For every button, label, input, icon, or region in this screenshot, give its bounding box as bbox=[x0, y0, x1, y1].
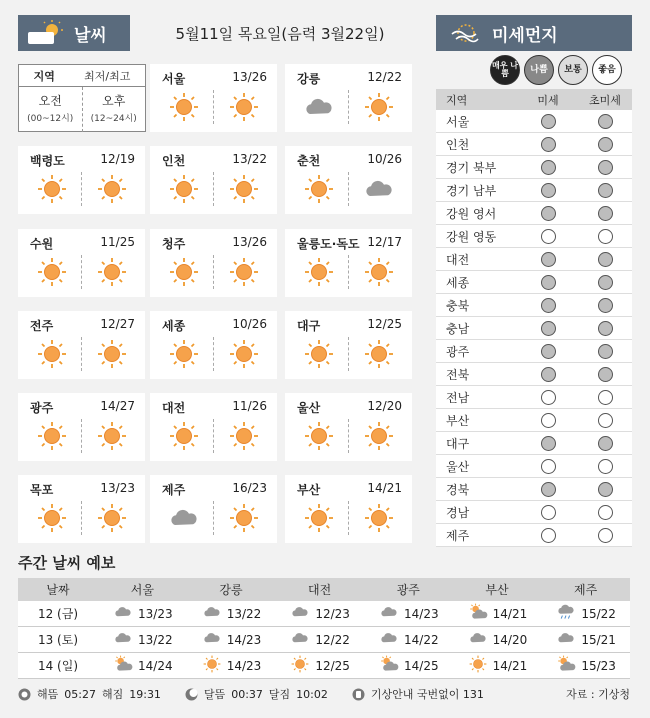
pm25-level-dot bbox=[598, 482, 613, 497]
pm25-level-dot bbox=[598, 436, 613, 451]
rain-icon bbox=[555, 603, 577, 624]
moonset-time: 10:02 bbox=[296, 687, 328, 701]
cloud-icon bbox=[467, 629, 489, 650]
weekly-header-cell: 날짜 bbox=[46, 583, 70, 597]
pm10-level-dot bbox=[541, 390, 556, 405]
weekly-cell bbox=[453, 629, 542, 650]
phone-icon bbox=[352, 688, 365, 701]
city-temp: 12/25 bbox=[367, 317, 402, 331]
city-name: 서울 bbox=[162, 72, 186, 86]
sun-icon bbox=[36, 257, 68, 287]
dust-region: 전북 bbox=[446, 367, 470, 382]
weekly-row bbox=[18, 653, 630, 679]
cloud-icon bbox=[378, 603, 400, 624]
city-temp: 14/21 bbox=[367, 481, 402, 495]
sun-icon bbox=[303, 257, 335, 287]
city-name: 인천 bbox=[162, 154, 186, 168]
legend-minmax: 최저/최고 bbox=[84, 69, 131, 83]
footer: 해뜸 05:27 해짐 19:31 달뜸 00:37 달짐 10:02 기상안내 국번없이 131 자료 : 기상청 bbox=[18, 683, 630, 705]
dust-row bbox=[436, 340, 632, 363]
city-temp: 13/22 bbox=[232, 152, 267, 166]
dust-region: 경기 남부 bbox=[446, 183, 497, 198]
dust-region: 광주 bbox=[446, 344, 470, 359]
weekly-cell bbox=[187, 655, 276, 676]
sunrise-icon bbox=[18, 688, 31, 701]
dust-region: 충남 bbox=[446, 321, 470, 336]
cloud-icon bbox=[168, 503, 200, 533]
city-card bbox=[285, 311, 412, 379]
dust-region: 부산 bbox=[446, 413, 470, 428]
sun-icon bbox=[363, 503, 395, 533]
weekly-table bbox=[18, 578, 630, 679]
weekly-row bbox=[18, 601, 630, 627]
dust-region: 대구 bbox=[446, 436, 470, 451]
legend-am: 오전 (00~12시) bbox=[19, 87, 83, 132]
weekly-temp: 13/23 bbox=[138, 606, 173, 621]
sun-icon bbox=[168, 92, 200, 122]
pm10-level-dot bbox=[541, 344, 556, 359]
city-name: 광주 bbox=[30, 401, 54, 415]
cloud-icon bbox=[201, 603, 223, 624]
pm10-level-dot bbox=[541, 528, 556, 543]
dust-row bbox=[436, 110, 632, 133]
pm10-level-dot bbox=[541, 321, 556, 336]
sun-icon bbox=[96, 339, 128, 369]
dust-region: 경북 bbox=[446, 482, 470, 497]
pm25-level-dot bbox=[598, 160, 613, 175]
weekly-day: 14 (일) bbox=[37, 659, 79, 673]
dust-level-good: 좋음 bbox=[592, 55, 622, 85]
suncloud-icon bbox=[378, 655, 400, 676]
dust-row bbox=[436, 133, 632, 156]
city-temp: 16/23 bbox=[232, 481, 267, 495]
city-temp: 13/26 bbox=[232, 235, 267, 249]
dust-row bbox=[436, 363, 632, 386]
pm25-level-dot bbox=[598, 137, 613, 152]
pm10-level-dot bbox=[541, 505, 556, 520]
sun-icon bbox=[96, 421, 128, 451]
source-label: 자료 : 기상청 bbox=[566, 688, 630, 701]
weekly-temp: 14/23 bbox=[404, 606, 439, 621]
sun-icon bbox=[168, 174, 200, 204]
city-name: 제주 bbox=[162, 483, 186, 497]
dust-row bbox=[436, 409, 632, 432]
dust-legend bbox=[490, 55, 622, 85]
weekly-cell bbox=[364, 603, 453, 624]
weekly-temp: 14/22 bbox=[404, 632, 439, 647]
pm25-level-dot bbox=[598, 206, 613, 221]
weekly-cell bbox=[453, 655, 542, 676]
cloud-icon bbox=[289, 629, 311, 650]
sun-cloud-icon bbox=[26, 20, 66, 46]
weekly-header-cell: 강릉 bbox=[219, 583, 243, 597]
city-card bbox=[18, 311, 145, 379]
city-card bbox=[150, 311, 277, 379]
city-card bbox=[150, 146, 277, 214]
dust-level-very-bad: 매우 나쁨 bbox=[490, 55, 520, 85]
sun-icon bbox=[363, 339, 395, 369]
dust-row bbox=[436, 386, 632, 409]
city-name: 울릉도·독도 bbox=[297, 237, 360, 251]
sun-icon bbox=[201, 655, 223, 676]
weekly-cell bbox=[187, 603, 276, 624]
dust-header bbox=[436, 15, 632, 51]
dust-row bbox=[436, 248, 632, 271]
dust-region: 울산 bbox=[446, 459, 470, 474]
city-name: 울산 bbox=[297, 401, 321, 415]
dust-icon bbox=[450, 22, 482, 44]
city-card bbox=[18, 146, 145, 214]
city-temp: 12/17 bbox=[367, 235, 402, 249]
weekly-temp: 15/22 bbox=[581, 606, 616, 621]
sun-icon bbox=[289, 655, 311, 676]
city-temp: 10/26 bbox=[367, 152, 402, 166]
weekly-temp: 14/21 bbox=[492, 606, 528, 621]
city-card bbox=[150, 393, 277, 461]
dust-region: 전남 bbox=[446, 390, 470, 405]
city-card bbox=[150, 475, 277, 543]
city-temp: 13/26 bbox=[232, 70, 267, 84]
weekly-header-cell: 제주 bbox=[574, 583, 598, 597]
sun-icon bbox=[228, 339, 260, 369]
sunrise-time: 05:27 bbox=[64, 687, 96, 701]
dust-row bbox=[436, 156, 632, 179]
city-name: 강릉 bbox=[297, 72, 321, 86]
city-card bbox=[18, 475, 145, 543]
city-name: 부산 bbox=[297, 483, 321, 497]
cloud-icon bbox=[363, 174, 395, 204]
legend-region: 지역 bbox=[33, 69, 55, 83]
dust-row bbox=[436, 317, 632, 340]
sun-icon bbox=[363, 257, 395, 287]
weekly-temp: 15/21 bbox=[581, 632, 616, 647]
sun-icon bbox=[363, 92, 395, 122]
weekly-temp: 13/22 bbox=[138, 632, 173, 647]
dust-region: 강원 영동 bbox=[446, 229, 497, 244]
pm25-level-dot bbox=[598, 114, 613, 129]
pm25-level-dot bbox=[598, 344, 613, 359]
city-temp: 10/26 bbox=[232, 317, 267, 331]
weekly-cell bbox=[187, 629, 276, 650]
pm25-level-dot bbox=[598, 252, 613, 267]
city-name: 청주 bbox=[162, 237, 186, 251]
city-card bbox=[150, 64, 277, 132]
weekly-title: 주간 날씨 예보 bbox=[18, 554, 116, 572]
city-temp: 14/27 bbox=[100, 399, 135, 413]
dust-region: 인천 bbox=[446, 137, 470, 152]
sun-icon bbox=[303, 174, 335, 204]
dust-region: 경남 bbox=[446, 505, 470, 520]
dust-level-normal: 보통 bbox=[558, 55, 588, 85]
weekly-cell bbox=[541, 603, 630, 624]
moonrise-time: 00:37 bbox=[231, 687, 263, 701]
pm25-level-dot bbox=[598, 229, 613, 244]
city-card bbox=[285, 475, 412, 543]
city-temp: 12/22 bbox=[367, 70, 402, 84]
dust-title: 미세먼지 bbox=[492, 25, 558, 46]
sun-icon bbox=[467, 655, 489, 676]
pm25-level-dot bbox=[598, 505, 613, 520]
pm10-level-dot bbox=[541, 459, 556, 474]
cloud-icon bbox=[289, 603, 311, 624]
dust-region: 충북 bbox=[446, 298, 470, 313]
sun-icon bbox=[96, 257, 128, 287]
dust-table-header: 지역 미세 초미세 bbox=[436, 89, 632, 110]
city-name: 수원 bbox=[30, 237, 54, 251]
weekly-temp: 13/22 bbox=[226, 606, 262, 621]
sunset-time: 19:31 bbox=[129, 687, 161, 701]
weekly-header-cell: 서울 bbox=[130, 583, 154, 597]
pm10-level-dot bbox=[541, 275, 556, 290]
city-temp: 11/26 bbox=[232, 399, 267, 413]
city-temp: 11/25 bbox=[100, 235, 135, 249]
weather-header bbox=[18, 15, 130, 51]
weekly-temp: 14/25 bbox=[404, 658, 439, 673]
pm10-level-dot bbox=[541, 367, 556, 382]
pm25-level-dot bbox=[598, 367, 613, 382]
weekly-header-cell: 광주 bbox=[396, 583, 420, 597]
weekly-temp: 14/23 bbox=[226, 658, 262, 673]
city-name: 세종 bbox=[162, 319, 186, 333]
sun-icon bbox=[228, 421, 260, 451]
pm25-level-dot bbox=[598, 459, 613, 474]
weekly-cell bbox=[98, 655, 187, 676]
sun-icon bbox=[168, 421, 200, 451]
sun-icon bbox=[303, 503, 335, 533]
dust-row bbox=[436, 501, 632, 524]
sun-icon bbox=[363, 421, 395, 451]
pm10-level-dot bbox=[541, 482, 556, 497]
weekly-header bbox=[18, 578, 630, 601]
dust-level-bad: 나쁨 bbox=[524, 55, 554, 85]
weekly-row bbox=[18, 627, 630, 653]
weekly-day: 13 (토) bbox=[37, 633, 79, 647]
city-temp: 13/23 bbox=[100, 481, 135, 495]
legend-pm: 오후 (12~24시) bbox=[90, 94, 137, 124]
cloud-icon bbox=[378, 629, 400, 650]
dust-row bbox=[436, 432, 632, 455]
sun-icon bbox=[228, 174, 260, 204]
weekly-cell bbox=[275, 655, 364, 676]
dust-region: 경기 북부 bbox=[446, 160, 497, 175]
suncloud-icon bbox=[467, 603, 489, 624]
city-temp: 12/19 bbox=[100, 152, 135, 166]
date-label: 5월11일 목요일(음력 3월22일) bbox=[175, 25, 385, 43]
suncloud-icon bbox=[555, 655, 577, 676]
city-card bbox=[285, 146, 412, 214]
dust-region: 강원 영서 bbox=[446, 206, 497, 221]
weekly-day: 12 (금) bbox=[37, 607, 79, 621]
cloud-icon bbox=[112, 603, 134, 624]
pm10-level-dot bbox=[541, 206, 556, 221]
sun-icon bbox=[96, 174, 128, 204]
cloud-icon bbox=[555, 629, 577, 650]
sun-icon bbox=[228, 257, 260, 287]
moon-icon bbox=[185, 688, 198, 701]
weekly-cell bbox=[541, 629, 630, 650]
weekly-cell bbox=[364, 655, 453, 676]
dust-region: 대전 bbox=[446, 252, 470, 267]
city-name: 백령도 bbox=[30, 154, 65, 168]
pm10-level-dot bbox=[541, 413, 556, 428]
pm10-level-dot bbox=[541, 160, 556, 175]
city-card bbox=[285, 64, 412, 132]
weekly-cell bbox=[364, 629, 453, 650]
pm25-level-dot bbox=[598, 413, 613, 428]
city-name: 춘천 bbox=[297, 154, 321, 168]
sun-icon bbox=[303, 339, 335, 369]
sun-icon bbox=[168, 339, 200, 369]
pm25-level-dot bbox=[598, 275, 613, 290]
weekly-cell bbox=[98, 603, 187, 624]
pm10-level-dot bbox=[541, 298, 556, 313]
weekly-header-cell: 대전 bbox=[308, 583, 332, 597]
city-name: 목포 bbox=[30, 483, 54, 497]
sun-icon bbox=[303, 421, 335, 451]
cloud-icon bbox=[303, 92, 335, 122]
pm25-level-dot bbox=[598, 298, 613, 313]
pm25-level-dot bbox=[598, 321, 613, 336]
pm10-level-dot bbox=[541, 252, 556, 267]
cloud-icon bbox=[112, 629, 134, 650]
weekly-cell bbox=[453, 603, 542, 624]
pm25-level-dot bbox=[598, 390, 613, 405]
dust-row bbox=[436, 202, 632, 225]
sun-icon bbox=[36, 421, 68, 451]
weekly-temp: 14/23 bbox=[226, 632, 262, 647]
city-name: 대전 bbox=[162, 401, 186, 415]
pm25-level-dot bbox=[598, 183, 613, 198]
dust-row bbox=[436, 478, 632, 501]
pm10-level-dot bbox=[541, 183, 556, 198]
weekly-cell bbox=[541, 655, 630, 676]
weekly-header-cell: 부산 bbox=[485, 583, 509, 597]
dust-row bbox=[436, 225, 632, 248]
city-card bbox=[18, 393, 145, 461]
phone-info: 기상안내 국번없이 131 bbox=[370, 688, 484, 701]
weekly-temp: 15/23 bbox=[581, 658, 616, 673]
dust-region: 제주 bbox=[446, 528, 470, 543]
sun-icon bbox=[36, 339, 68, 369]
weekly-cell bbox=[98, 629, 187, 650]
city-card bbox=[285, 229, 412, 297]
sun-icon bbox=[228, 503, 260, 533]
weather-legend bbox=[18, 64, 146, 132]
suncloud-icon bbox=[112, 655, 134, 676]
weekly-temp: 14/21 bbox=[492, 658, 528, 673]
pm10-level-dot bbox=[541, 114, 556, 129]
city-name: 전주 bbox=[30, 319, 54, 333]
weather-title: 날씨 bbox=[74, 25, 107, 46]
sun-icon bbox=[36, 174, 68, 204]
cloud-icon bbox=[201, 629, 223, 650]
weekly-temp: 12/22 bbox=[315, 632, 350, 647]
pm10-level-dot bbox=[541, 229, 556, 244]
sun-icon bbox=[36, 503, 68, 533]
weekly-temp: 14/24 bbox=[138, 658, 173, 673]
pm10-level-dot bbox=[541, 137, 556, 152]
dust-row bbox=[436, 294, 632, 317]
dust-region: 서울 bbox=[446, 114, 470, 129]
dust-row bbox=[436, 455, 632, 478]
weekly-cell bbox=[275, 603, 364, 624]
weekly-temp: 12/25 bbox=[315, 658, 350, 673]
sun-icon bbox=[228, 92, 260, 122]
weekly-temp: 12/23 bbox=[315, 606, 350, 621]
dust-table bbox=[436, 89, 632, 547]
dust-row bbox=[436, 524, 632, 547]
weekly-temp: 14/20 bbox=[492, 632, 528, 647]
dust-row bbox=[436, 271, 632, 294]
sun-icon bbox=[96, 503, 128, 533]
city-temp: 12/20 bbox=[367, 399, 402, 413]
city-card bbox=[150, 229, 277, 297]
pm25-level-dot bbox=[598, 528, 613, 543]
city-card bbox=[18, 229, 145, 297]
sun-icon bbox=[168, 257, 200, 287]
city-name: 대구 bbox=[297, 319, 321, 333]
city-temp: 12/27 bbox=[100, 317, 135, 331]
dust-row bbox=[436, 179, 632, 202]
weekly-cell bbox=[275, 629, 364, 650]
city-card bbox=[285, 393, 412, 461]
pm10-level-dot bbox=[541, 436, 556, 451]
dust-region: 세종 bbox=[446, 275, 470, 290]
